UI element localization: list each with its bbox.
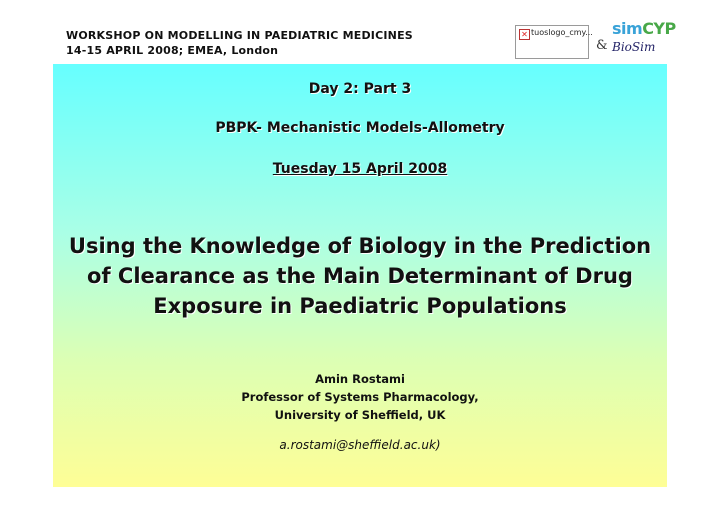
logo-ampersand: & bbox=[596, 38, 608, 53]
workshop-date-location: 14-15 APRIL 2008; EMEA, London bbox=[66, 44, 279, 57]
session-heading: PBPK- Mechanistic Models-Allometry bbox=[215, 120, 505, 136]
author-block bbox=[53, 370, 667, 424]
day-part-heading: Day 2: Part 3 bbox=[308, 81, 412, 97]
slide-panel bbox=[53, 64, 667, 487]
author-affiliation: University of Sheffield, UK bbox=[274, 408, 446, 422]
university-logo-broken-image bbox=[515, 25, 593, 59]
talk-title-line-2: of Clearance as the Main Determinant of Drug bbox=[87, 264, 633, 288]
author-email: a.rostami@sheffield.ac.uk) bbox=[279, 438, 441, 452]
author-name: Amin Rostami bbox=[315, 372, 405, 386]
session-date: Tuesday 15 April 2008 bbox=[272, 161, 448, 177]
talk-title-line-3: Exposure in Paediatric Populations bbox=[153, 294, 567, 318]
simcyp-logo: simCYP bbox=[612, 19, 676, 38]
talk-title-line-1: Using the Knowledge of Biology in the Prediction bbox=[68, 234, 652, 258]
broken-image-icon: ✕ bbox=[519, 29, 530, 40]
talk-title bbox=[53, 231, 667, 321]
biosim-logo: BioSim bbox=[612, 40, 656, 54]
broken-image-filename: tuoslogo_cmy... bbox=[531, 28, 593, 37]
workshop-title: WORKSHOP ON MODELLING IN PAEDIATRIC MEDICINES bbox=[66, 29, 413, 42]
author-position: Professor of Systems Pharmacology, bbox=[241, 390, 479, 404]
